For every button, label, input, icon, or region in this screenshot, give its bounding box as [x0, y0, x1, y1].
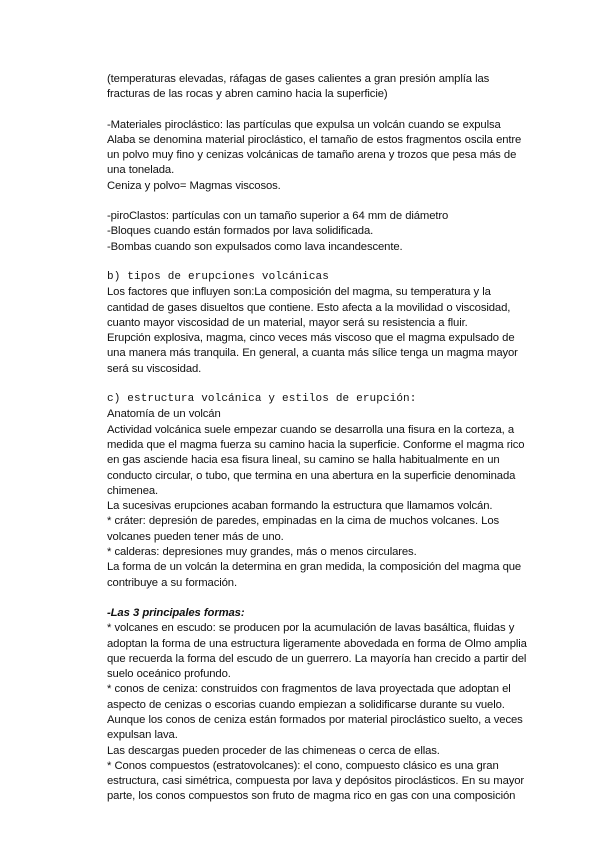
spacer — [107, 194, 527, 209]
subheading: Anatomía de un volcán — [107, 408, 221, 421]
list-item: -piroClastos: partículas con un tamaño superior a 64 mm de diámetro — [107, 210, 449, 223]
forms-heading: -Las 3 principales formas: — [107, 606, 245, 619]
list-item: -Bloques cuando están formados por lava solidificada. — [107, 225, 374, 238]
document-body — [107, 72, 527, 805]
list-item: * Conos compuestos (estratovolcanes): el cono, compuesto clásico es una gran estructura, casi simétrica, compuesta por lava y depósitos piroclásticos. En su mayor parte, los conos compuestos son fruto de magma rico en gas con una composición — [107, 759, 525, 803]
list-item: * volcanes en escudo: se producen por la acumulación de lavas basáltica, fluidas y adoptan la forma de una estructura ligeramente abovedada en forma de Olmo amplia que recuerda la forma del escudo de un guerrero. La mayoría han crecido a partir del suelo oceánico profundo. — [107, 622, 527, 681]
list-item: * conos de ceniza: construidos con fragmentos de lava proyectada que adoptan el aspecto de cenizas o escorias cuando empiezan a solidificarse durante su vuelo. Aunque los conos de ceniza están formados por material piroclástico suelto, a veces expulsan lava. — [107, 683, 523, 742]
spacer — [107, 377, 527, 392]
paragraph: Ceniza y polvo= Magmas viscosos. — [107, 179, 281, 192]
list-item: * cráter: depresión de paredes, empinadas en la cima de muchos volcanes. Los volcanes pueden tener más de uno. — [107, 515, 500, 543]
spacer — [107, 255, 527, 270]
paragraph: -Materiales piroclástico: las partículas que expulsa un volcán cuando se expulsa Alaba se denomina material piroclástico, el tamaño de estos fragmentos oscila entre un polvo muy fino y cenizas volcánicas de tamaño arena y trozos que pesa más de una tonelada. — [107, 118, 522, 177]
paragraph: Erupción explosiva, magma, cinco veces más viscoso que el magma expulsado de una manera más tranquila. En general, a cuanta más sílice tenga un magma mayor será su viscosidad. — [107, 332, 518, 375]
paragraph: La forma de un volcán la determina en gran medida, la composición del magma que contribuye a su formación. — [107, 561, 522, 589]
paragraph: (temperaturas elevadas, ráfagas de gases calientes a gran presión amplía las fracturas de las rocas y abren camino hacia la superficie) — [107, 73, 490, 101]
section-heading-b: b) tipos de erupciones volcánicas — [107, 270, 329, 283]
list-item: * calderas: depresiones muy grandes, más o menos circulares. — [107, 546, 417, 559]
paragraph: Actividad volcánica suele empezar cuando se desarrolla una fisura en la corteza, a medida que el magma fuerza su camino hacia la superficie. Conforme el magma rico en gas asciende hacia esa fisura lineal, su camino se halla habitualmente en un conducto circular, o tubo, que termina en una abertura en la superficie denominada chimenea. — [107, 423, 525, 497]
paragraph: Los factores que influyen son:La composición del magma, su temperatura y la cantidad de gases disueltos que contiene. Esto afecta a la movilidad o viscosidad, cuanto mayor viscosidad de un material, mayor será su resistencia a fluir. — [107, 286, 511, 329]
spacer — [107, 103, 527, 118]
spacer — [107, 591, 527, 606]
paragraph: La sucesivas erupciones acaban formando la estructura que llamamos volcán. — [107, 500, 493, 513]
list-item: -Bombas cuando son expulsados como lava incandescente. — [107, 240, 403, 253]
paragraph: Las descargas pueden proceder de las chimeneas o cerca de ellas. — [107, 744, 440, 757]
section-heading-c: c) estructura volcánica y estilos de erupción: — [107, 393, 417, 406]
